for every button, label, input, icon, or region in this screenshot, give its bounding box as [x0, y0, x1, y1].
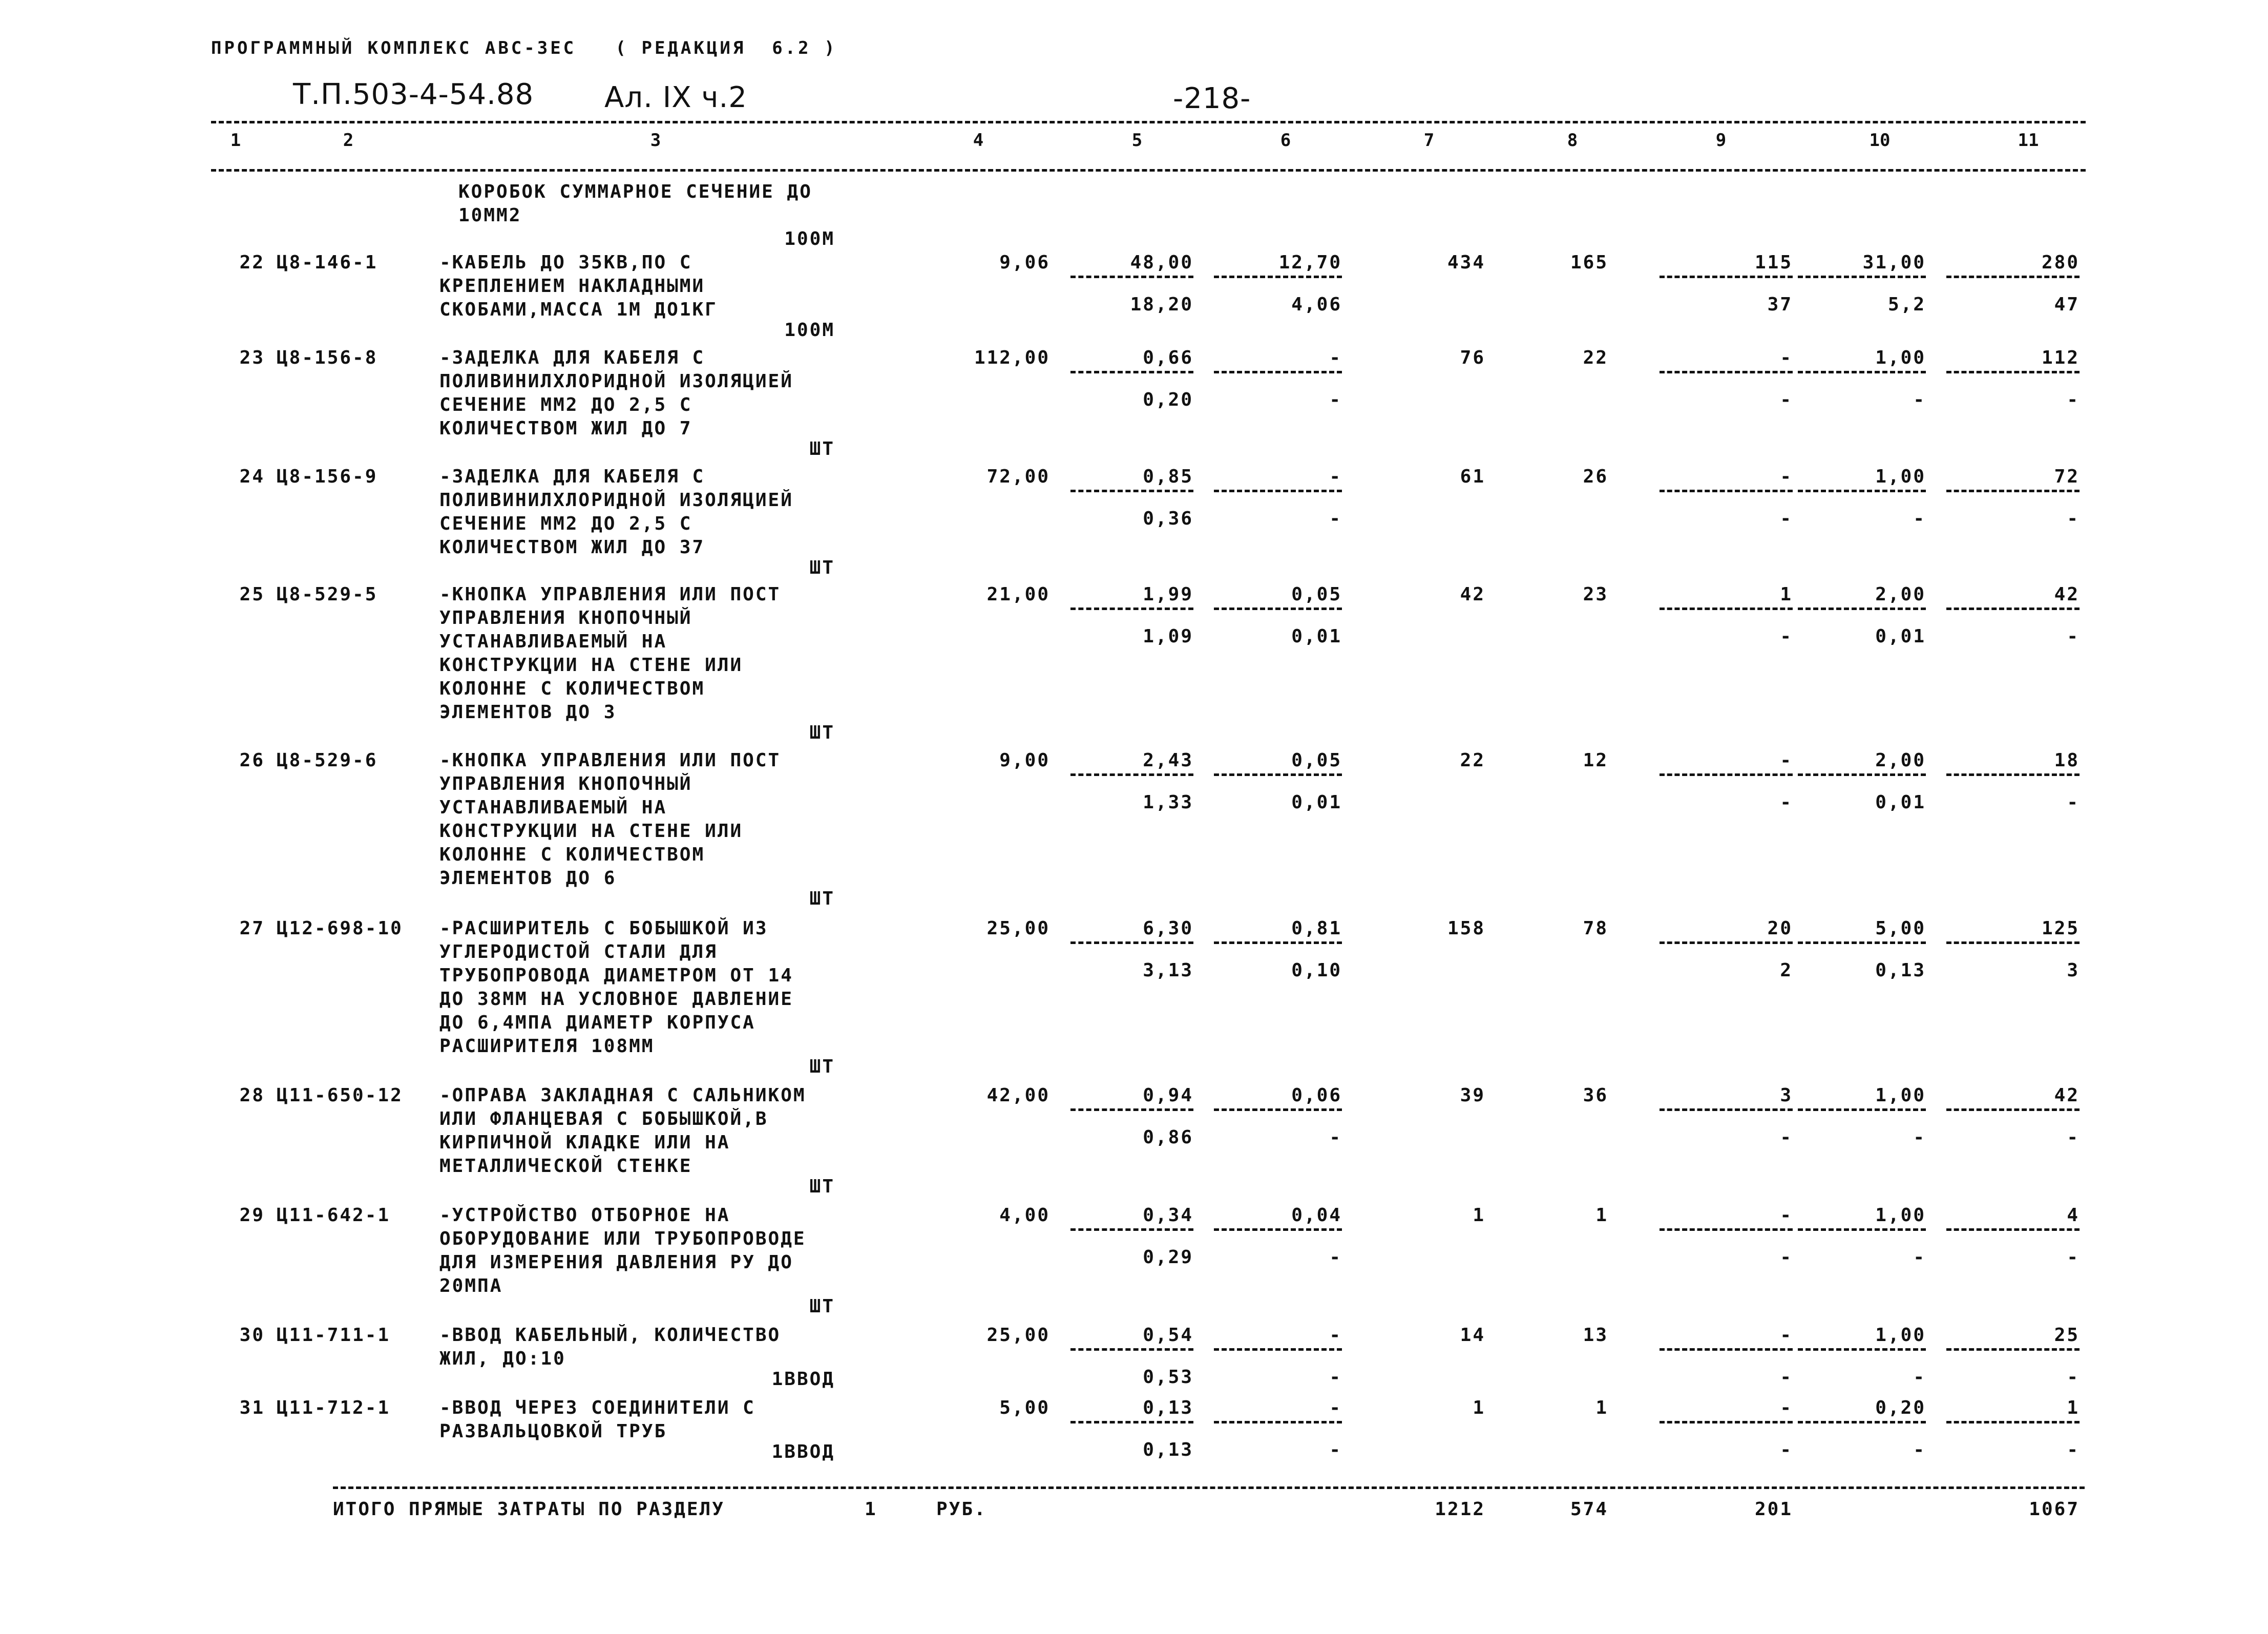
col10-bottom: - — [1913, 389, 1926, 410]
unit-cost-total: 0,34 — [1143, 1205, 1193, 1226]
row-number: 23 — [239, 347, 265, 368]
item-code: Ц8-156-8 — [277, 347, 378, 368]
sub-rule — [1214, 607, 1342, 610]
sub-rule — [1214, 1348, 1342, 1351]
col10-bottom: - — [1913, 1127, 1926, 1148]
item-description: МЕТАЛЛИЧЕСКОЙ СТЕНКЕ — [439, 1156, 692, 1177]
item-code: Ц11-712-1 — [277, 1397, 391, 1418]
col9-bottom: - — [1780, 1439, 1793, 1460]
item-description: ПОЛИВИНИЛХЛОРИДНОЙ ИЗОЛЯЦИЕЙ — [439, 490, 793, 511]
row-number: 30 — [239, 1325, 265, 1346]
quantity: 42,00 — [986, 1085, 1050, 1106]
item-code: Ц11-642-1 — [277, 1205, 391, 1226]
col9-bottom: - — [1780, 792, 1793, 813]
machine-cost: - — [1329, 466, 1342, 487]
sub-rule — [1660, 276, 1793, 278]
quantity: 21,00 — [986, 584, 1050, 605]
column-number: 6 — [1280, 130, 1291, 151]
col10-top: 1,00 — [1875, 466, 1926, 487]
column-number: 7 — [1423, 130, 1435, 151]
total-col7: 1212 — [1435, 1499, 1485, 1520]
item-description: КОЛОННЕ С КОЛИЧЕСТВОМ — [439, 844, 705, 865]
quantity: 72,00 — [986, 466, 1050, 487]
item-description: ИЛИ ФЛАНЦЕВАЯ С БОБЫШКОЙ,В — [439, 1108, 768, 1129]
sub-rule — [1070, 276, 1193, 278]
sub-rule — [1798, 773, 1926, 776]
total-cost: 14 — [1460, 1325, 1485, 1346]
item-description: -УСТРОЙСТВО ОТБОРНОЕ НА — [439, 1205, 730, 1226]
unit: ШТ — [809, 722, 835, 743]
col11-bottom: - — [2067, 389, 2080, 410]
total-label: ИТОГО ПРЯМЫЕ ЗАТРАТЫ ПО РАЗДЕЛУ — [333, 1499, 725, 1520]
item-description: ТРУБОПРОВОДА ДИАМЕТРОМ ОТ 14 — [439, 965, 793, 986]
unit-cost-total: 0,54 — [1143, 1325, 1193, 1346]
col10-top: 31,00 — [1862, 252, 1926, 273]
item-description: РАСШИРИТЕЛЯ 108ММ — [439, 1036, 655, 1057]
col10-bottom: - — [1913, 1247, 1926, 1268]
col11-top: 25 — [2054, 1325, 2080, 1346]
machine-wages: - — [1329, 1439, 1342, 1460]
unit-cost-total: 0,85 — [1143, 466, 1193, 487]
item-description: УПРАВЛЕНИЯ КНОПОЧНЫЙ — [439, 607, 692, 629]
item-description: КОНСТРУКЦИИ НА СТЕНЕ ИЛИ — [439, 821, 743, 842]
col9-bottom: 2 — [1780, 960, 1793, 981]
quantity: 25,00 — [986, 1325, 1050, 1346]
sub-rule — [1946, 941, 2080, 944]
item-description: УСТАНАВЛИВАЕМЫЙ НА — [439, 631, 667, 652]
sub-rule — [1214, 276, 1342, 278]
total-wages: 22 — [1583, 347, 1608, 368]
unit-cost-total: 0,94 — [1143, 1085, 1193, 1106]
total-col8: 574 — [1570, 1499, 1608, 1520]
total-section: 1 — [865, 1499, 877, 1520]
column-number: 2 — [343, 130, 354, 151]
col10-bottom: - — [1913, 1439, 1926, 1460]
sub-rule — [1798, 941, 1926, 944]
machine-wages: - — [1329, 389, 1342, 410]
unit: 1ВВОД — [771, 1441, 835, 1462]
total-col11: 1067 — [2029, 1499, 2080, 1520]
col11-bottom: - — [2067, 1367, 2080, 1388]
unit: ШТ — [809, 1176, 835, 1197]
machine-cost: 0,06 — [1291, 1085, 1342, 1106]
column-number: 9 — [1715, 130, 1727, 151]
col10-top: 1,00 — [1875, 1085, 1926, 1106]
sub-rule — [1214, 1108, 1342, 1111]
quantity: 9,06 — [999, 252, 1050, 273]
item-description: КРЕПЛЕНИЕМ НАКЛАДНЫМИ — [439, 276, 705, 297]
col10-top: 0,20 — [1875, 1397, 1926, 1418]
quantity: 5,00 — [999, 1397, 1050, 1418]
unit: ШТ — [809, 438, 835, 459]
item-description: ЖИЛ, ДО:10 — [439, 1348, 566, 1369]
sub-rule — [1660, 607, 1793, 610]
col11-bottom: - — [2067, 1127, 2080, 1148]
quantity: 25,00 — [986, 918, 1050, 939]
item-description: -КНОПКА УПРАВЛЕНИЯ ИЛИ ПОСТ — [439, 584, 781, 605]
total-wages: 23 — [1583, 584, 1608, 605]
sub-rule — [1946, 371, 2080, 373]
sub-rule — [1798, 490, 1926, 492]
machine-cost: - — [1329, 1397, 1342, 1418]
col9-bottom: - — [1780, 508, 1793, 529]
sub-rule — [1070, 371, 1193, 373]
unit-cost-wages: 1,33 — [1143, 792, 1193, 813]
total-wages: 165 — [1570, 252, 1608, 273]
sub-rule — [1070, 941, 1193, 944]
item-description: КОЛОННЕ С КОЛИЧЕСТВОМ — [439, 678, 705, 699]
total-wages: 1 — [1595, 1205, 1608, 1226]
col9-top: - — [1780, 1397, 1793, 1418]
continuation-line: 10ММ2 — [458, 205, 522, 226]
col11-top: 4 — [2067, 1205, 2080, 1226]
unit-cost-wages: 0,36 — [1143, 508, 1193, 529]
sub-rule — [1070, 773, 1193, 776]
sub-rule — [1946, 1108, 2080, 1111]
sub-rule — [1070, 1348, 1193, 1351]
column-number: 3 — [650, 130, 661, 151]
item-description: -КНОПКА УПРАВЛЕНИЯ ИЛИ ПОСТ — [439, 750, 781, 771]
col11-bottom: - — [2067, 626, 2080, 647]
unit-cost-total: 6,30 — [1143, 918, 1193, 939]
item-description: -ОПРАВА ЗАКЛАДНАЯ С САЛЬНИКОМ — [439, 1085, 806, 1106]
col9-top: - — [1780, 347, 1793, 368]
unit-cost-wages: 1,09 — [1143, 626, 1193, 647]
machine-cost: - — [1329, 347, 1342, 368]
unit-cost-wages: 0,53 — [1143, 1367, 1193, 1388]
machine-cost: - — [1329, 1325, 1342, 1346]
sub-rule — [1660, 1421, 1793, 1423]
top-rule — [211, 121, 2086, 123]
col9-bottom: - — [1780, 1247, 1793, 1268]
col9-top: 20 — [1767, 918, 1793, 939]
item-description: УСТАНАВЛИВАЕМЫЙ НА — [439, 797, 667, 818]
machine-wages: - — [1329, 1127, 1342, 1148]
col11-bottom: - — [2067, 1247, 2080, 1268]
unit: ШТ — [809, 557, 835, 578]
col9-top: 3 — [1780, 1085, 1793, 1106]
quantity: 112,00 — [974, 347, 1050, 368]
unit-cost-wages: 3,13 — [1143, 960, 1193, 981]
item-code: Ц11-711-1 — [277, 1325, 391, 1346]
sub-rule — [1946, 1228, 2080, 1231]
item-description: ДО 38ММ НА УСЛОВНОЕ ДАВЛЕНИЕ — [439, 989, 793, 1010]
machine-cost: 0,81 — [1291, 918, 1342, 939]
machine-cost: 0,04 — [1291, 1205, 1342, 1226]
total-cost: 434 — [1447, 252, 1485, 273]
sub-rule — [1070, 490, 1193, 492]
machine-wages: 4,06 — [1291, 294, 1342, 315]
sub-rule — [1214, 371, 1342, 373]
column-number: 8 — [1567, 130, 1578, 151]
item-description: -ЗАДЕЛКА ДЛЯ КАБЕЛЯ С — [439, 466, 705, 487]
item-description: -ВВОД КАБЕЛЬНЫЙ, КОЛИЧЕСТВО — [439, 1325, 781, 1346]
col10-bottom: 5,2 — [1887, 294, 1926, 315]
sub-rule — [1214, 1421, 1342, 1423]
page-number: -218- — [1173, 82, 1251, 115]
total-cost: 42 — [1460, 584, 1485, 605]
sub-rule — [1660, 773, 1793, 776]
machine-cost: 0,05 — [1291, 584, 1342, 605]
item-description: -КАБЕЛЬ ДО 35КВ,ПО С — [439, 252, 692, 273]
col10-bottom: - — [1913, 508, 1926, 529]
sub-rule — [1946, 773, 2080, 776]
item-description: СКОБАМИ,МАССА 1М ДО1КГ — [439, 299, 718, 320]
column-number: 11 — [2018, 130, 2039, 151]
row-number: 29 — [239, 1205, 265, 1226]
header-bottom-rule — [211, 169, 2086, 172]
unit-cost-total: 48,00 — [1130, 252, 1193, 273]
unit-cost-wages: 0,13 — [1143, 1439, 1193, 1460]
item-description: СЕЧЕНИЕ ММ2 ДО 2,5 С — [439, 394, 692, 415]
item-description: КОНСТРУКЦИИ НА СТЕНЕ ИЛИ — [439, 655, 743, 676]
col10-top: 1,00 — [1875, 1325, 1926, 1346]
sub-rule — [1798, 1108, 1926, 1111]
col11-bottom: - — [2067, 508, 2080, 529]
sub-rule — [1798, 1228, 1926, 1231]
col9-top: - — [1780, 750, 1793, 771]
machine-cost: 12,70 — [1278, 252, 1342, 273]
col11-top: 112 — [2041, 347, 2080, 368]
unit-cost-total: 0,13 — [1143, 1397, 1193, 1418]
col9-bottom: 37 — [1767, 294, 1793, 315]
item-description: КОЛИЧЕСТВОМ ЖИЛ ДО 7 — [439, 418, 692, 439]
row-number: 25 — [239, 584, 265, 605]
row-number: 24 — [239, 466, 265, 487]
total-currency: РУБ. — [936, 1499, 987, 1520]
col9-top: 115 — [1754, 252, 1793, 273]
total-col9: 201 — [1754, 1499, 1793, 1520]
item-description: СЕЧЕНИЕ ММ2 ДО 2,5 С — [439, 513, 692, 534]
item-description: -ЗАДЕЛКА ДЛЯ КАБЕЛЯ С — [439, 347, 705, 368]
item-description: ПОЛИВИНИЛХЛОРИДНОЙ ИЗОЛЯЦИЕЙ — [439, 371, 793, 392]
total-cost: 158 — [1447, 918, 1485, 939]
col11-top: 1 — [2067, 1397, 2080, 1418]
item-description: -РАСШИРИТЕЛЬ С БОБЫШКОЙ ИЗ — [439, 918, 768, 939]
continuation-line: КОРОБОК СУММАРНОЕ СЕЧЕНИЕ ДО — [458, 181, 812, 202]
total-wages: 36 — [1583, 1085, 1608, 1106]
total-cost: 1 — [1473, 1205, 1485, 1226]
sub-rule — [1946, 1421, 2080, 1423]
document-code: Т.П.503-4-54.88 — [293, 78, 534, 111]
col9-bottom: - — [1780, 1127, 1793, 1148]
item-description: 20МПА — [439, 1275, 503, 1296]
machine-wages: - — [1329, 1367, 1342, 1388]
continuation-unit: 100М — [784, 228, 835, 249]
sub-rule — [1798, 1348, 1926, 1351]
sub-rule — [1070, 607, 1193, 610]
item-code: Ц11-650-12 — [277, 1085, 403, 1106]
machine-cost: 0,05 — [1291, 750, 1342, 771]
total-wages: 78 — [1583, 918, 1608, 939]
col9-bottom: - — [1780, 626, 1793, 647]
unit-cost-total: 0,66 — [1143, 347, 1193, 368]
col10-top: 2,00 — [1875, 750, 1926, 771]
item-code: Ц8-146-1 — [277, 252, 378, 273]
sub-rule — [1798, 607, 1926, 610]
sub-rule — [1660, 941, 1793, 944]
unit: ШТ — [809, 1296, 835, 1317]
item-description: -ВВОД ЧЕРЕЗ СОЕДИНИТЕЛИ С — [439, 1397, 755, 1418]
sub-rule — [1214, 773, 1342, 776]
sub-rule — [1070, 1421, 1193, 1423]
col11-top: 42 — [2054, 584, 2080, 605]
column-number: 5 — [1131, 130, 1143, 151]
row-number: 22 — [239, 252, 265, 273]
unit-cost-wages: 0,20 — [1143, 389, 1193, 410]
item-description: КОЛИЧЕСТВОМ ЖИЛ ДО 37 — [439, 537, 705, 558]
col10-bottom: 0,13 — [1875, 960, 1926, 981]
item-description: РАЗВАЛЬЦОВКОЙ ТРУБ — [439, 1421, 667, 1442]
item-code: Ц12-698-10 — [277, 918, 403, 939]
item-description: ДО 6,4МПА ДИАМЕТР КОРПУСА — [439, 1012, 755, 1033]
row-number: 27 — [239, 918, 265, 939]
column-number: 1 — [230, 130, 241, 151]
program-header: ПРОГРАММНЫЙ КОМПЛЕКС АВС-ЗЕС ( РЕДАКЦИЯ 6.2 ) — [211, 38, 837, 58]
total-cost: 39 — [1460, 1085, 1485, 1106]
col9-bottom: - — [1780, 1367, 1793, 1388]
quantity: 9,00 — [999, 750, 1050, 771]
sub-rule — [1798, 371, 1926, 373]
item-description: КИРПИЧНОЙ КЛАДКЕ ИЛИ НА — [439, 1132, 730, 1153]
item-code: Ц8-529-5 — [277, 584, 378, 605]
row-number: 28 — [239, 1085, 265, 1106]
column-number: 4 — [973, 130, 984, 151]
unit-cost-total: 1,99 — [1143, 584, 1193, 605]
machine-wages: 0,01 — [1291, 626, 1342, 647]
unit: 1ВВОД — [771, 1369, 835, 1390]
col10-bottom: - — [1913, 1367, 1926, 1388]
col11-top: 72 — [2054, 466, 2080, 487]
row-number: 31 — [239, 1397, 265, 1418]
col11-top: 42 — [2054, 1085, 2080, 1106]
col9-bottom: - — [1780, 389, 1793, 410]
sub-rule — [1214, 941, 1342, 944]
sub-rule — [1070, 1228, 1193, 1231]
col10-top: 5,00 — [1875, 918, 1926, 939]
col10-bottom: 0,01 — [1875, 792, 1926, 813]
total-wages: 13 — [1583, 1325, 1608, 1346]
machine-wages: - — [1329, 1247, 1342, 1268]
total-cost: 76 — [1460, 347, 1485, 368]
sub-rule — [1660, 1228, 1793, 1231]
sub-rule — [1946, 490, 2080, 492]
col9-top: 1 — [1780, 584, 1793, 605]
sub-rule — [1214, 1228, 1342, 1231]
sub-rule — [1798, 276, 1926, 278]
sub-rule — [1946, 276, 2080, 278]
item-description: УПРАВЛЕНИЯ КНОПОЧНЫЙ — [439, 773, 692, 794]
unit-cost-wages: 0,29 — [1143, 1247, 1193, 1268]
unit: ШТ — [809, 1056, 835, 1077]
sub-rule — [1660, 1108, 1793, 1111]
item-code: Ц8-156-9 — [277, 466, 378, 487]
sub-rule — [1946, 607, 2080, 610]
unit-cost-total: 2,43 — [1143, 750, 1193, 771]
total-cost: 1 — [1473, 1397, 1485, 1418]
machine-wages: 0,10 — [1291, 960, 1342, 981]
sub-rule — [1946, 1348, 2080, 1351]
quantity: 4,00 — [999, 1205, 1050, 1226]
total-wages: 1 — [1595, 1397, 1608, 1418]
sub-rule — [1070, 1108, 1193, 1111]
row-number: 26 — [239, 750, 265, 771]
album-label: Ал. IX ч.2 — [604, 81, 747, 114]
sub-rule — [1798, 1421, 1926, 1423]
unit: 100М — [784, 320, 835, 341]
sub-rule — [1214, 490, 1342, 492]
item-description: ОБОРУДОВАНИЕ ИЛИ ТРУБОПРОВОДЕ — [439, 1228, 806, 1249]
col11-top: 280 — [2041, 252, 2080, 273]
col10-top: 2,00 — [1875, 584, 1926, 605]
col11-bottom: 47 — [2054, 294, 2080, 315]
total-wages: 26 — [1583, 466, 1608, 487]
col11-bottom: - — [2067, 1439, 2080, 1460]
col10-top: 1,00 — [1875, 347, 1926, 368]
col9-top: - — [1780, 1205, 1793, 1226]
total-cost: 22 — [1460, 750, 1485, 771]
col11-bottom: - — [2067, 792, 2080, 813]
col11-bottom: 3 — [2067, 960, 2080, 981]
col11-top: 18 — [2054, 750, 2080, 771]
col9-top: - — [1780, 1325, 1793, 1346]
item-description: ЭЛЕМЕНТОВ ДО 3 — [439, 702, 617, 723]
item-description: ЭЛЕМЕНТОВ ДО 6 — [439, 868, 617, 889]
total-cost: 61 — [1460, 466, 1485, 487]
total-rule — [333, 1486, 2085, 1489]
unit-cost-wages: 0,86 — [1143, 1127, 1193, 1148]
sub-rule — [1660, 490, 1793, 492]
total-wages: 12 — [1583, 750, 1608, 771]
machine-wages: - — [1329, 508, 1342, 529]
col9-top: - — [1780, 466, 1793, 487]
unit-cost-wages: 18,20 — [1130, 294, 1193, 315]
machine-wages: 0,01 — [1291, 792, 1342, 813]
item-description: УГЛЕРОДИСТОЙ СТАЛИ ДЛЯ — [439, 941, 718, 962]
col10-bottom: 0,01 — [1875, 626, 1926, 647]
sub-rule — [1660, 1348, 1793, 1351]
item-code: Ц8-529-6 — [277, 750, 378, 771]
column-number: 10 — [1869, 130, 1891, 151]
unit: ШТ — [809, 888, 835, 909]
col11-top: 125 — [2041, 918, 2080, 939]
sub-rule — [1660, 371, 1793, 373]
col10-top: 1,00 — [1875, 1205, 1926, 1226]
item-description: ДЛЯ ИЗМЕРЕНИЯ ДАВЛЕНИЯ РУ ДО — [439, 1252, 793, 1273]
